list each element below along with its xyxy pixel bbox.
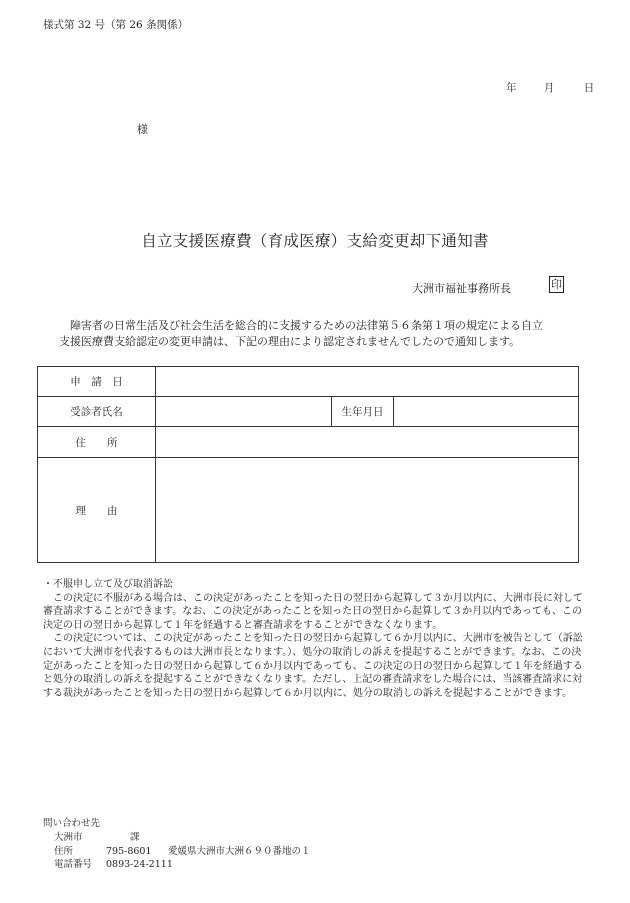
address-label: 住所 — [54, 845, 74, 857]
address-label: 住 所 — [38, 427, 156, 458]
contact-address — [43, 845, 311, 859]
notice-body — [59, 318, 579, 349]
row-reason — [38, 458, 579, 563]
birth-date-value[interactable] — [394, 397, 579, 427]
postal-code: 795-8601 — [106, 845, 152, 857]
contact-department — [43, 831, 311, 845]
row-application-date — [38, 367, 579, 397]
contact-phone — [43, 858, 311, 872]
issuer-name: 大洲市福祉事務所長 — [412, 282, 511, 295]
patient-name-value[interactable] — [156, 397, 332, 427]
application-date-label: 申 請 日 — [38, 367, 156, 397]
date-day: 日 — [583, 82, 595, 94]
appeal-paragraph-1: この決定に不服がある場合は、この決定があったことを知った日の翌日から起算して３か月以内に、大洲市長に対して審査請求することができます。なお、この決定があったことを知った日の翌日から起算して３か月以内であっても、この決定の日の翌日から起算して１年を経過すると審査請求をすることができなくなります。 — [43, 592, 583, 631]
appeal-heading: ・不服申し立て及び取消訴訟 — [43, 579, 173, 590]
birth-date-label: 生年月日 — [332, 397, 394, 427]
application-date-value[interactable] — [156, 367, 579, 397]
department-suffix: 課 — [130, 831, 140, 843]
seal-stamp: 印 — [551, 278, 562, 291]
contact-block — [43, 817, 311, 872]
details-table — [37, 366, 579, 563]
contact-heading: 問い合わせ先 — [43, 818, 101, 829]
document-title: 自立支援医療費（育成医療）支給変更却下通知書 — [141, 232, 489, 250]
phone-label: 電話番号 — [54, 859, 93, 871]
phone-number: 0893-24-2111 — [106, 859, 173, 871]
department-city: 大洲市 — [54, 831, 83, 843]
reason-label: 理 由 — [38, 458, 156, 563]
appeal-paragraph-2: この決定については、この決定があったことを知った日の翌日から起算して６か月以内に、大洲市を被告として（訴訟において大洲市を代表するものは大洲市長となります。）、処分の取消しの訴えを提起することができます。なお、この決定があったことを知った日の翌日から起算して６か月以内であっても、この決定の日の翌日から起算して１年を経過すると処分の取消しの訴えを提起することができなくなります。ただし、上記の審査請求をした場合には、当該審査請求に対する裁決があったことを知った日の翌日から起算して６か月以内に、処分の取消しの訴えを提起することができます。 — [43, 633, 583, 699]
form-number: 様式第 32 号（第 26 条関係） — [43, 19, 189, 31]
date-line — [506, 80, 594, 95]
patient-name-label: 受診者氏名 — [38, 397, 156, 427]
address-value[interactable] — [156, 427, 579, 458]
address-text: 愛媛県大洲市大洲６９０番地の１ — [168, 845, 311, 857]
addressee-suffix: 様 — [137, 123, 148, 136]
notice-body-line-2: 支援医療費支給認定の変更申請は、下記の理由により認定されませんでしたので通知します。 — [59, 334, 521, 348]
date-year: 年 — [506, 82, 517, 94]
row-address — [38, 427, 579, 458]
date-month: 月 — [543, 82, 555, 94]
notice-body-line-1: 障害者の日常生活及び社会生活を総合的に支援するための法律第５６条第１項の規定による自立 — [70, 319, 543, 332]
reason-value[interactable] — [156, 458, 579, 563]
appeal-notes — [43, 578, 583, 700]
row-patient — [38, 397, 579, 427]
